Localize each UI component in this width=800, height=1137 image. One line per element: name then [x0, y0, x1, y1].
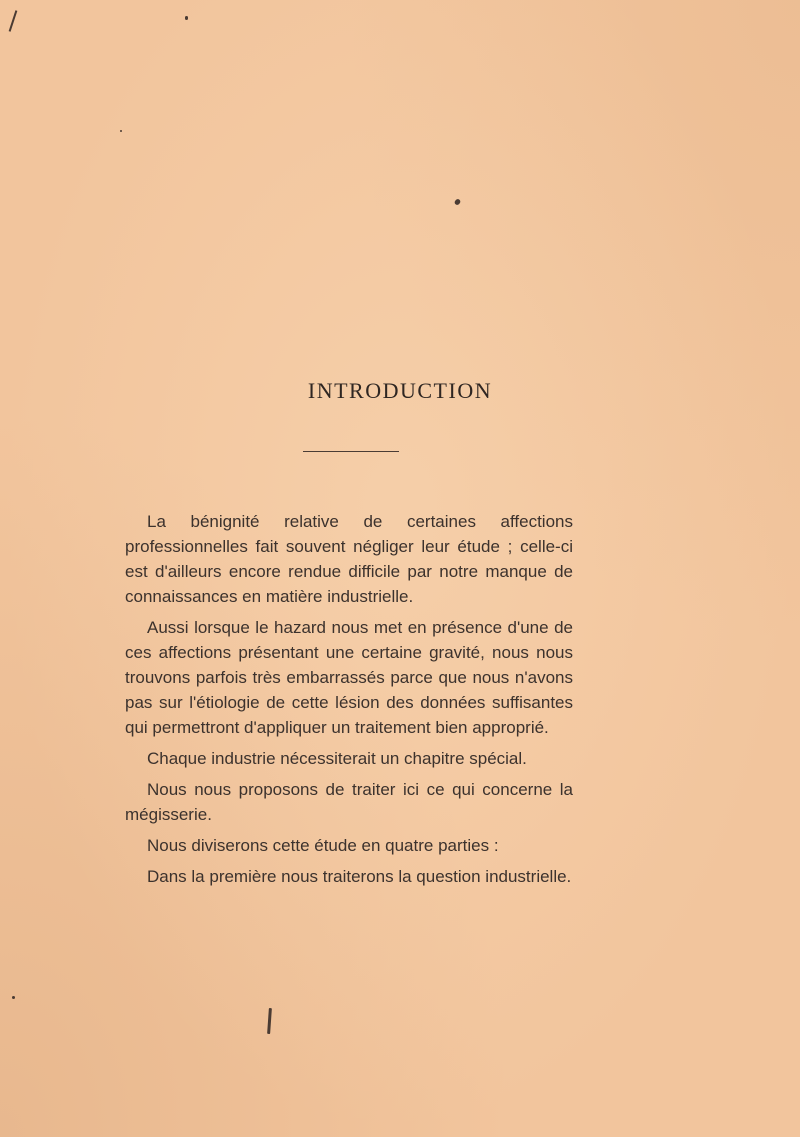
paper-speck [185, 16, 188, 20]
paragraph: Aussi lorsque le hazard nous met en présence d'une de ces affections présentant une certaine gravité, nous nous trouvons parfois très embarrassés parce que nous n'avons pas sur l'étiologie de cette lésion des données suffisantes qui permettront d'appliquer un traitement bien approprié. [125, 618, 573, 737]
paper-speck [120, 130, 122, 132]
paragraph: Chaque industrie nécessiterait un chapitre spécial. [147, 749, 527, 768]
heading-rule [303, 451, 399, 452]
chapter-heading: INTRODUCTION [307, 378, 493, 403]
body-text [125, 509, 573, 895]
paper-speck [12, 996, 15, 999]
paper-speck [267, 1008, 272, 1034]
paragraph: Nous nous proposons de traiter ici ce qui concerne la mégisserie. [125, 780, 573, 824]
paper-speck [9, 10, 18, 32]
paragraph: Nous diviserons cette étude en quatre parties : [147, 836, 499, 855]
paper-speck [454, 198, 462, 206]
paragraph: Dans la première nous traiterons la question industrielle. [147, 867, 572, 886]
paragraph: La bénignité relative de certaines affections professionnelles fait souvent négliger leur étude ; celle-ci est d'ailleurs encore rendue difficile par notre manque de connaissances en matière industrielle. [125, 512, 573, 606]
